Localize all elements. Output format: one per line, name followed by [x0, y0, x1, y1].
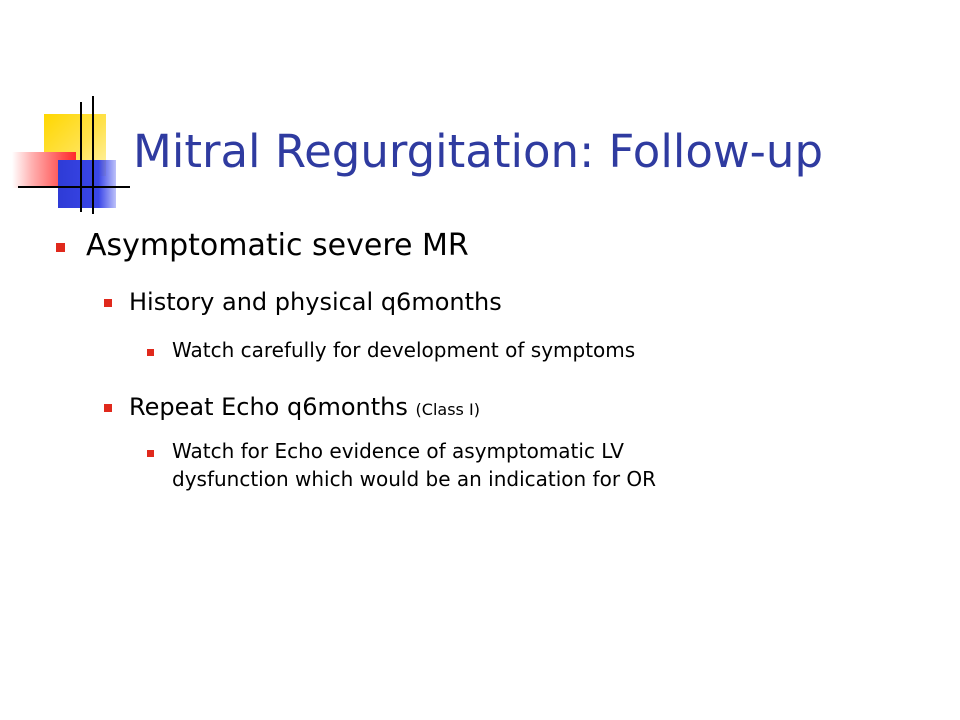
bullet-marker-icon — [56, 243, 65, 252]
sub-bullet-echo-line1: Watch for Echo evidence of asymptomatic LV — [172, 439, 624, 463]
sub-bullet-history: Watch carefully for development of symptoms — [172, 338, 636, 362]
class-label: (Class I) — [415, 400, 480, 419]
bullet-marker-icon — [104, 404, 112, 412]
horizontal-line — [18, 186, 130, 188]
bullet-marker-icon — [147, 450, 154, 457]
bullet-history: History and physical q6months — [129, 288, 502, 316]
bullet-marker-icon — [104, 299, 112, 307]
corner-logo-icon — [0, 0, 130, 220]
vertical-line — [80, 102, 82, 212]
blue-square — [58, 160, 116, 208]
vertical-line — [92, 96, 94, 214]
bullet-echo-text: Repeat Echo q6months — [129, 393, 408, 421]
bullet-level1: Asymptomatic severe MR — [86, 228, 469, 263]
sub-bullet-echo-line2: dysfunction which would be an indication for OR — [172, 467, 657, 491]
slide-title: Mitral Regurgitation: Follow-up — [133, 125, 824, 178]
bullet-marker-icon — [147, 349, 154, 356]
sub-bullet-echo — [172, 437, 656, 493]
bullet-echo — [129, 390, 480, 427]
